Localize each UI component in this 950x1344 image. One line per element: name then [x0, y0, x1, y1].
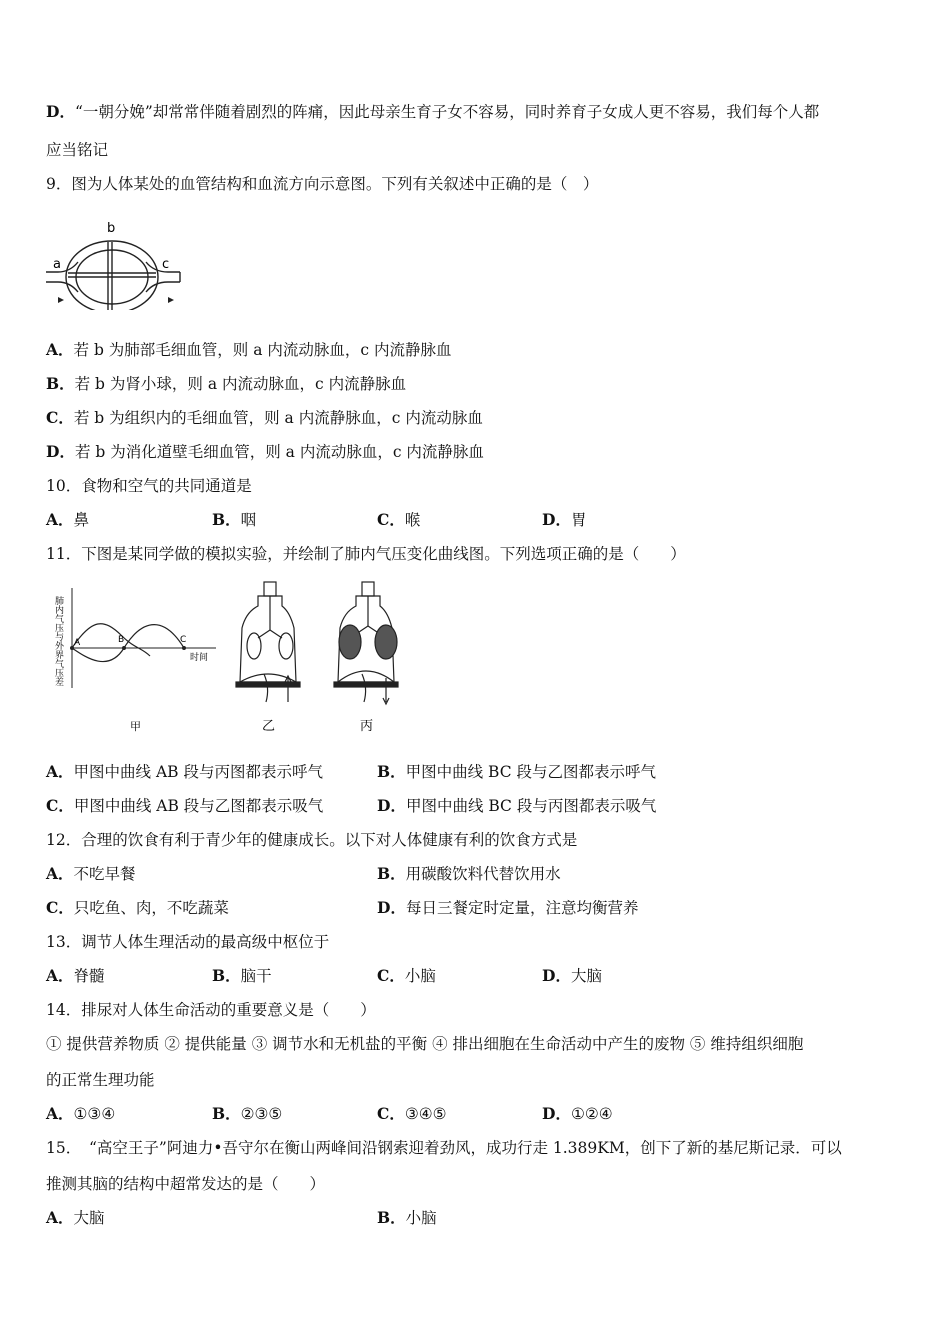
option-text: 若 b 为肾小球，则 a 内流动脉血，c 内流静脉血 [74, 375, 407, 393]
q10-option-a [46, 510, 89, 530]
option-text: 咽 [240, 511, 257, 529]
option-letter: C． [46, 898, 74, 917]
option-text: 甲图中曲线 BC 段与丙图都表示吸气 [405, 797, 657, 815]
q9-stem: 9．图为人体某处的血管结构和血流方向示意图。下列有关叙述中正确的是（ ） [46, 175, 599, 193]
option-text: 不吃早餐 [73, 865, 136, 883]
option-text: ②③⑤ [240, 1105, 283, 1123]
label-b: b [107, 221, 116, 236]
bell-jar-bing [334, 582, 398, 704]
option-text: 用碳酸饮料代替饮用水 [405, 865, 561, 883]
q9-option-c [46, 408, 483, 428]
q11-option-d [377, 796, 656, 816]
q13-option-d [542, 966, 602, 986]
q9-option-d [46, 442, 484, 462]
option-text: ③④⑤ [404, 1105, 447, 1123]
option-text: 若 b 为消化道壁毛细血管，则 a 内流动脉血，c 内流静脉血 [74, 443, 484, 461]
option-letter: B． [377, 1208, 406, 1227]
option-letter: C． [377, 1104, 405, 1123]
option-letter: C． [377, 966, 405, 985]
option-letter: D． [46, 442, 75, 461]
option-letter: A． [46, 340, 74, 359]
time-axis-label: 时间 [190, 653, 209, 663]
option-letter: A． [46, 762, 74, 781]
option-text: 鼻 [73, 511, 90, 529]
q11-option-b [377, 762, 656, 782]
option-text: ①②④ [570, 1105, 613, 1123]
q10-option-b [212, 510, 256, 530]
q11-stem: 11．下图是某同学做的模拟实验，并绘制了肺内气压变化曲线图。下列选项正确的是（ ） [46, 545, 686, 563]
q9-vessel-figure [44, 218, 184, 310]
option-text: ①③④ [73, 1105, 116, 1123]
fig-yi-label: 乙 [262, 719, 276, 734]
bell-jar-yi [236, 582, 300, 702]
q11-option-c [46, 796, 323, 816]
option-letter: B． [212, 510, 241, 529]
q8-option-d-continued: 应当铭记 [46, 141, 109, 159]
q14-items-line1: ① 提供营养物质 ② 提供能量 ③ 调节水和无机盐的平衡 ④ 排出细胞在生命活动中产生的废物 ⑤ 维持组织细胞 [46, 1035, 804, 1053]
option-letter: B． [46, 374, 75, 393]
option-text: 小脑 [405, 1209, 437, 1227]
q12-option-c [46, 898, 229, 918]
option-text: 若 b 为组织内的毛细血管，则 a 内流静脉血，c 内流动脉血 [73, 409, 483, 427]
q12-option-b [377, 864, 561, 884]
q9-option-b [46, 374, 406, 394]
q13-option-c [377, 966, 436, 986]
fig-jia-label: 甲 [130, 720, 141, 733]
option-text: 脑干 [240, 967, 272, 985]
option-letter: D． [542, 510, 571, 529]
point-b-label: B [118, 635, 125, 645]
option-text: 甲图中曲线 AB 段与丙图都表示呼气 [73, 763, 323, 781]
q14-items-line2: 的正常生理功能 [46, 1071, 155, 1089]
q14-option-d [542, 1104, 613, 1124]
q14-stem: 14．排尿对人体生命活动的重要意义是（ ） [46, 1001, 376, 1019]
q15-stem-line1: 15． “高空王子”阿迪力•吾守尔在衡山两峰间沿钢索迎着劲风，成功行走 1.389KM，创下了新的基尼斯记录．可以 [46, 1139, 842, 1157]
option-letter: D． [377, 898, 406, 917]
option-letter: D． [542, 1104, 571, 1123]
option-text: 大脑 [570, 967, 602, 985]
option-letter: B． [377, 762, 406, 781]
point-a-label: A [74, 638, 81, 648]
option-text: 小脑 [404, 967, 436, 985]
option-text: 每日三餐定时定量，注意均衡营养 [405, 899, 639, 917]
q15-stem-line2: 推测其脑的结构中超常发达的是（ ） [46, 1175, 326, 1193]
option-letter: C． [377, 510, 405, 529]
pressure-graph [53, 588, 216, 733]
q14-option-b [212, 1104, 282, 1124]
q12-option-d [377, 898, 638, 918]
fig-bing-label: 丙 [360, 719, 374, 734]
q15-option-b [377, 1208, 437, 1228]
option-text: 甲图中曲线 AB 段与乙图都表示吸气 [73, 797, 324, 815]
option-text: 若 b 为肺部毛细血管，则 a 内流动脉血，c 内流静脉血 [73, 341, 452, 359]
option-letter: A． [46, 510, 74, 529]
option-text: 脊髓 [73, 967, 105, 985]
option-letter: C． [46, 796, 74, 815]
option-letter: B． [377, 864, 406, 883]
option-letter: D． [542, 966, 571, 985]
option-text: “一朝分娩”却常常伴随着剧烈的阵痛，因此母亲生育子女不容易，同时养育子女成人更不容易，我们每个人都 [74, 103, 820, 121]
option-letter: B． [212, 966, 241, 985]
option-letter: A． [46, 1104, 74, 1123]
option-letter: B． [212, 1104, 241, 1123]
option-text: 只吃鱼、肉，不吃蔬菜 [73, 899, 229, 917]
q13-option-b [212, 966, 272, 986]
option-letter: A． [46, 966, 74, 985]
option-letter: D． [46, 102, 75, 121]
q13-option-a [46, 966, 105, 986]
q12-stem: 12．合理的饮食有利于青少年的健康成长。以下对人体健康有利的饮食方式是 [46, 831, 578, 849]
option-text: 甲图中曲线 BC 段与乙图都表示呼气 [405, 763, 657, 781]
point-c-label: C [180, 635, 187, 645]
q10-option-c [377, 510, 420, 530]
option-letter: D． [377, 796, 406, 815]
option-text: 大脑 [73, 1209, 105, 1227]
option-text: 喉 [404, 511, 421, 529]
label-a: a [53, 257, 61, 272]
q12-option-a [46, 864, 136, 884]
option-letter: A． [46, 864, 74, 883]
q11-figure [44, 578, 444, 740]
q11-option-a [46, 762, 323, 782]
q14-option-c [377, 1104, 447, 1124]
q13-stem: 13．调节人体生理活动的最高级中枢位于 [46, 933, 330, 951]
label-c: c [162, 257, 170, 272]
q10-option-d [542, 510, 586, 530]
q15-option-a [46, 1208, 105, 1228]
q10-stem: 10．食物和空气的共同通道是 [46, 477, 252, 495]
pressure-axis-label: 肺内气压与外界气压差 [53, 596, 63, 686]
option-text: 胃 [570, 511, 587, 529]
q14-option-a [46, 1104, 115, 1124]
option-letter: A． [46, 1208, 74, 1227]
q8-option-d [46, 102, 819, 122]
q9-option-a [46, 340, 452, 360]
option-letter: C． [46, 408, 74, 427]
